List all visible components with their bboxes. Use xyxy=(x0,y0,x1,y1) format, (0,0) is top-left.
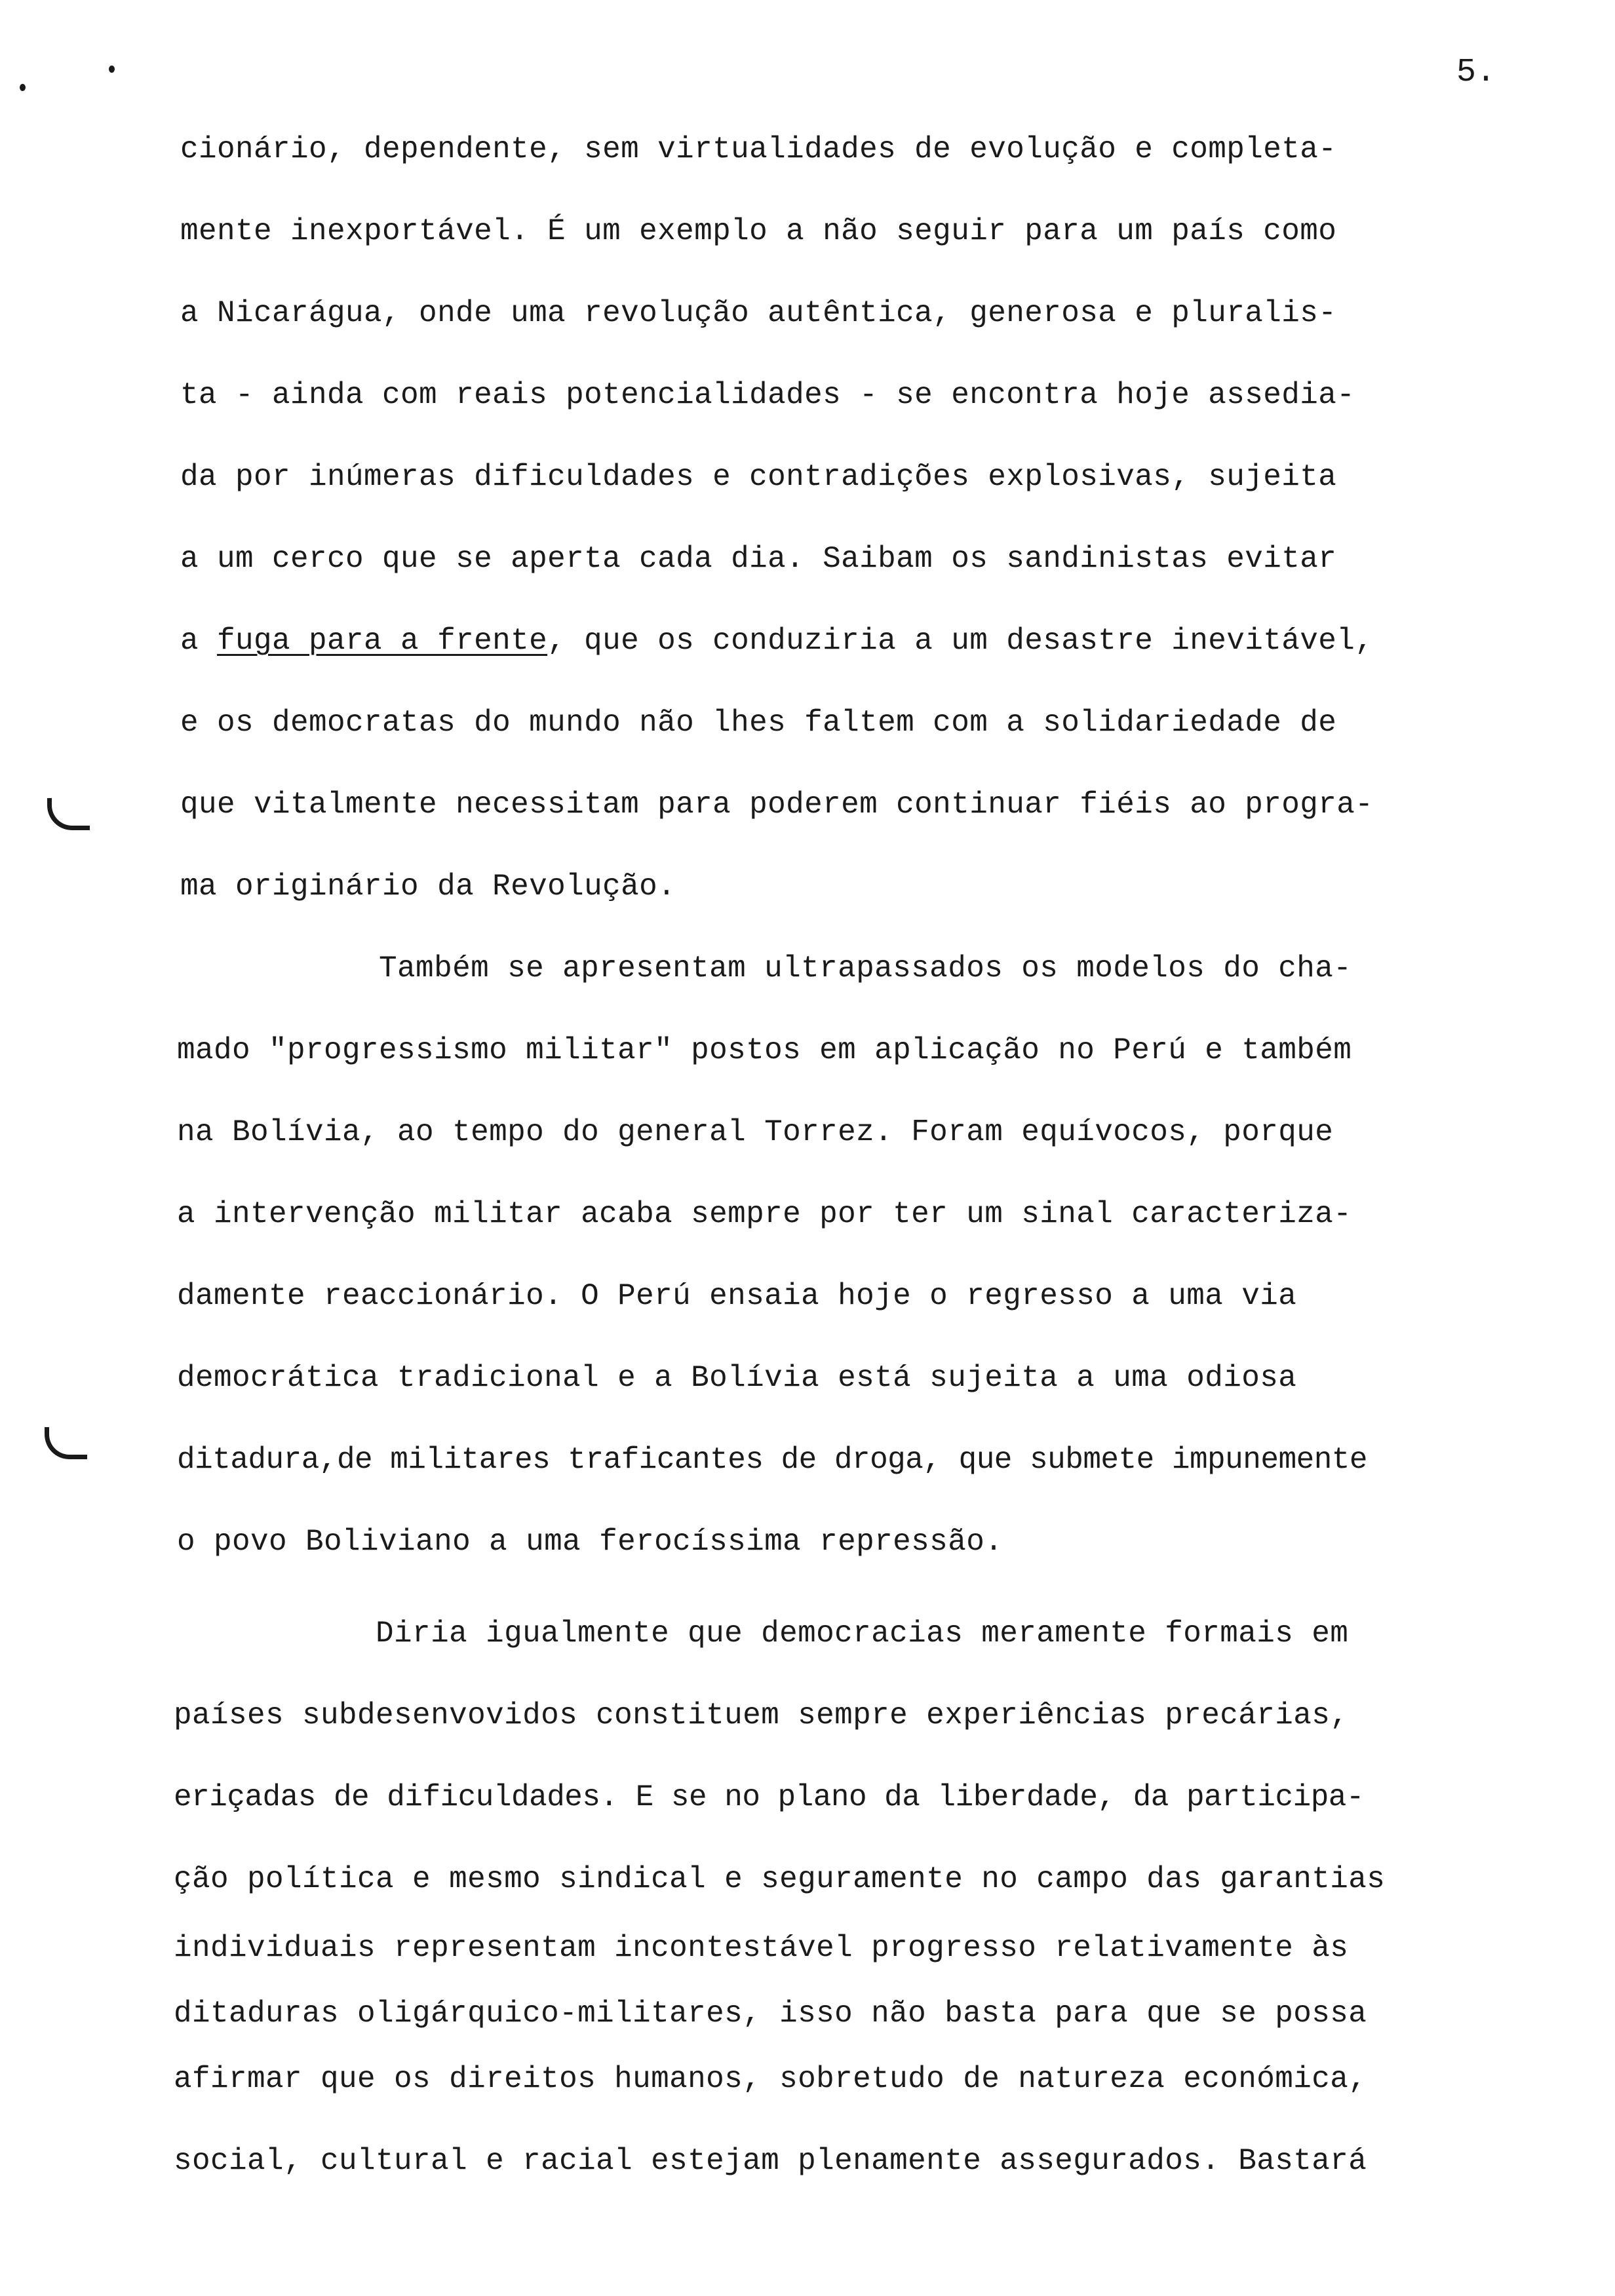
punch-hole-mark xyxy=(47,798,90,830)
text-line: o povo Boliviano a uma ferocíssima repressão. xyxy=(177,1525,1003,1559)
text-line: social, cultural e racial estejam plenamente assegurados. Bastará xyxy=(174,2144,1367,2178)
text-line: damente reaccionário. O Perú ensaia hoje o regresso a uma via xyxy=(177,1279,1297,1313)
stray-mark xyxy=(20,84,26,91)
text-line: Diria igualmente que democracias meramente formais em xyxy=(174,1617,1349,1651)
stray-mark xyxy=(109,66,115,73)
text-line: eriçadas de dificuldades. E se no plano da liberdade, da participa- xyxy=(174,1780,1365,1814)
text-line: que vitalmente necessitam para poderem continuar fiéis ao progra- xyxy=(180,788,1374,822)
text-line: ma originário da Revolução. xyxy=(180,870,676,904)
text-line: a intervenção militar acaba sempre por ter um sinal caracteriza- xyxy=(177,1197,1352,1231)
text-line: individuais representam incontestável progresso relativamente às xyxy=(174,1931,1349,1965)
text-line: ção política e mesmo sindical e seguramente no campo das garantias xyxy=(174,1862,1386,1896)
text-line: mente inexportável. É um exemplo a não seguir para um país como xyxy=(180,214,1337,248)
text-line: ditadura,de militares traficantes de droga, que submete impunemente xyxy=(177,1443,1368,1477)
text-line: países subdesenvovidos constituem sempre experiências precárias, xyxy=(174,1698,1349,1732)
text-line: e os democratas do mundo não lhes faltem com a solidariedade de xyxy=(180,706,1337,740)
page-number: 5. xyxy=(1456,54,1496,91)
text-line: ta - ainda com reais potencialidades - se encontra hoje assedia- xyxy=(180,378,1355,412)
text-line: Também se apresentam ultrapassados os modelos do cha- xyxy=(177,951,1352,985)
text-line: a um cerco que se aperta cada dia. Saibam os sandinistas evitar xyxy=(180,542,1337,576)
text-line: ditaduras oligárquico-militares, isso não basta para que se possa xyxy=(174,1997,1367,2031)
underlined-phrase: fuga para a frente xyxy=(217,624,548,658)
text-line: da por inúmeras dificuldades e contradições explosivas, sujeita xyxy=(180,460,1337,494)
text-line: afirmar que os direitos humanos, sobretudo de natureza económica, xyxy=(174,2062,1367,2096)
text-line: democrática tradicional e a Bolívia está sujeita a uma odiosa xyxy=(177,1361,1297,1395)
text-run: a xyxy=(180,624,218,658)
text-line: mado "progressismo militar" postos em aplicação no Perú e também xyxy=(177,1033,1352,1067)
text-run: , que os conduziria a um desastre inevitável, xyxy=(547,624,1374,658)
punch-hole-mark xyxy=(45,1427,87,1459)
text-line: a Nicarágua, onde uma revolução autêntica, generosa e pluralis- xyxy=(180,296,1337,330)
text-line: na Bolívia, ao tempo do general Torrez. Foram equívocos, porque xyxy=(177,1115,1334,1149)
text-line: cionário, dependente, sem virtualidades de evolução e completa- xyxy=(180,132,1337,166)
text-line xyxy=(180,622,1373,659)
